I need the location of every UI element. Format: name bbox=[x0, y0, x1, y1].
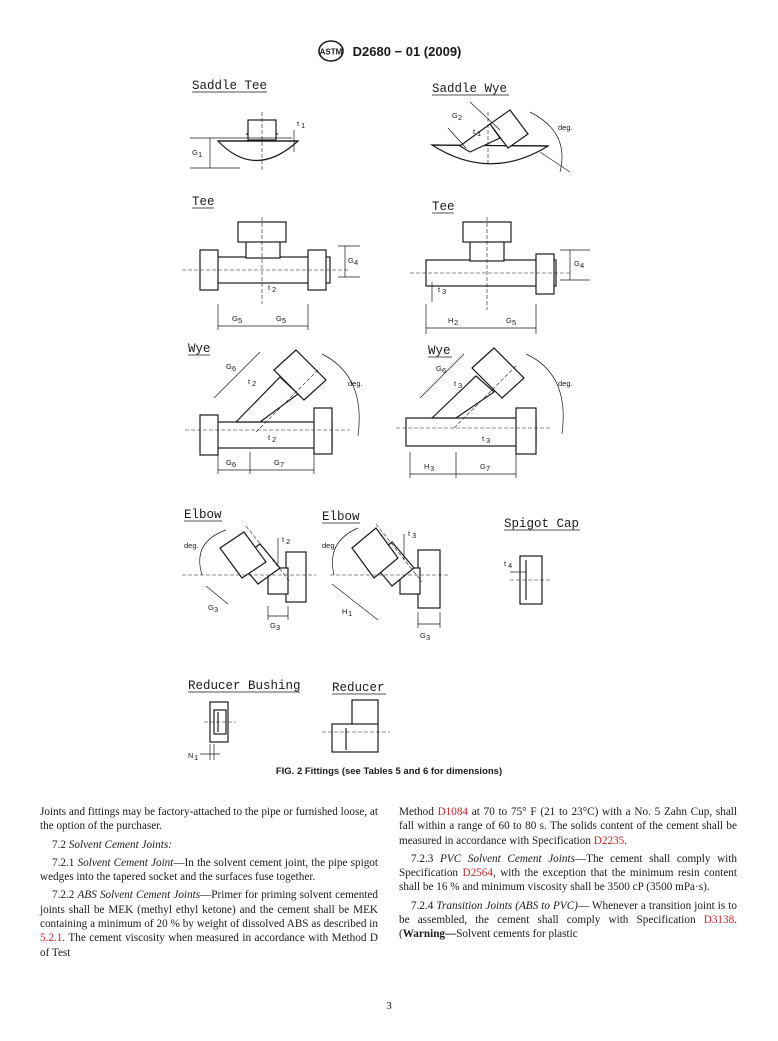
label-deg-wye-left: deg. bbox=[348, 379, 363, 388]
svg-text:1: 1 bbox=[198, 150, 203, 159]
reducer-drawing bbox=[322, 681, 390, 752]
label-g3-elbow-right: G bbox=[420, 631, 426, 640]
figure-caption: FIG. 2 Fittings (see Tables 5 and 6 for dimensions) bbox=[275, 766, 503, 777]
saddle-tee-title: Saddle Tee bbox=[192, 79, 268, 93]
wye-right-drawing bbox=[396, 344, 573, 478]
tee-right-drawing bbox=[410, 200, 590, 334]
label-t4: t bbox=[504, 559, 507, 568]
svg-text:2: 2 bbox=[286, 537, 291, 546]
label-g6-left: G bbox=[226, 362, 232, 371]
label-g7-left: G bbox=[274, 458, 280, 467]
svg-text:3: 3 bbox=[426, 633, 431, 642]
paragraph-7-2-2: 7.2.2 ABS Solvent Cement Joints—Primer for priming solvent cemented joints shall be MEK (methyl ethyl ketone) and the cement shall be MEK containing a minimum of 20 % by weight of dissolved ABS as described in 5.2.1. The cement viscosity when measured in accordance with Method D of Test bbox=[40, 889, 378, 959]
tee-left-title: Tee bbox=[192, 195, 215, 209]
svg-text:ASTM: ASTM bbox=[319, 47, 342, 57]
label-t3-tee: t bbox=[438, 285, 441, 294]
label-t1: t bbox=[297, 119, 300, 128]
label-g5-left-b: G bbox=[276, 314, 282, 323]
link-d1084[interactable]: D1084 bbox=[437, 806, 469, 818]
svg-text:4: 4 bbox=[580, 261, 585, 270]
svg-text:7: 7 bbox=[280, 460, 285, 469]
elbow-right-title: Elbow bbox=[322, 510, 360, 524]
label-g4-right: G bbox=[574, 259, 580, 268]
saddle-tee-drawing bbox=[190, 79, 305, 172]
label-h3: H bbox=[424, 462, 430, 471]
paragraph-7-2-3: 7.2.3 PVC Solvent Cement Joints—The cement shall comply with Specification D2564, with the exception that the minimum resin content shall be 16 % and minimum viscosity shall be 3500 cP (3500 mPa·s). bbox=[399, 852, 737, 894]
svg-text:6: 6 bbox=[232, 364, 237, 373]
paragraph-method-d1084: Method D1084 at 70 to 75° F (21 to 23°C) with a No. 5 Zahn Cup, shall fall within a range of 60 to 80 s. The solids content of the cement shall be measured in accordance with Specification D2235. bbox=[399, 806, 737, 847]
svg-text:2: 2 bbox=[272, 435, 277, 444]
link-d2564[interactable]: D2564 bbox=[462, 867, 493, 880]
label-t3-wye-b: t bbox=[482, 434, 485, 443]
wye-left-title: Wye bbox=[188, 342, 211, 356]
label-g6-right: G bbox=[436, 364, 442, 373]
saddle-wye-title: Saddle Wye bbox=[432, 82, 508, 96]
tee-left-drawing bbox=[182, 195, 360, 330]
wye-left-drawing bbox=[185, 342, 363, 474]
label-g2: G bbox=[452, 111, 458, 120]
label-g6-left-b: G bbox=[226, 458, 232, 467]
svg-text:5: 5 bbox=[282, 316, 287, 325]
svg-text:3: 3 bbox=[430, 464, 435, 473]
svg-text:3: 3 bbox=[442, 287, 447, 296]
body-column-left bbox=[40, 805, 378, 964]
label-h1: H bbox=[342, 607, 348, 616]
label-deg-wye-right: deg. bbox=[558, 379, 573, 388]
label-h2: H bbox=[448, 316, 454, 325]
paragraph-joints: Joints and fittings may be factory-attached to the pipe or furnished loose, at the option of the purchaser. bbox=[40, 806, 378, 833]
svg-text:2: 2 bbox=[272, 285, 277, 294]
svg-text:1: 1 bbox=[301, 121, 306, 130]
paragraph-7-2-1: 7.2.1 Solvent Cement Joint—In the solvent cement joint, the pipe spigot wedges into the tapered socket and the surfaces fuse together. bbox=[40, 856, 378, 884]
page-header bbox=[0, 40, 778, 62]
reducer-title: Reducer bbox=[332, 681, 385, 695]
label-t2-tee: t bbox=[268, 283, 271, 292]
link-5-2-1[interactable]: 5.2.1 bbox=[40, 932, 63, 945]
svg-text:1: 1 bbox=[477, 129, 482, 138]
elbow-left-title: Elbow bbox=[184, 508, 222, 522]
elbow-left-drawing bbox=[182, 508, 316, 632]
astm-logo-icon bbox=[317, 40, 345, 62]
svg-text:3: 3 bbox=[412, 531, 417, 540]
label-g4-left: G bbox=[348, 256, 354, 265]
label-t2-elbow: t bbox=[282, 535, 285, 544]
svg-text:3: 3 bbox=[214, 605, 219, 614]
svg-text:5: 5 bbox=[512, 318, 517, 327]
label-t2-wye-b: t bbox=[268, 433, 271, 442]
figure-fittings bbox=[170, 72, 610, 762]
svg-text:6: 6 bbox=[232, 460, 237, 469]
label-t1-wye: t bbox=[473, 127, 476, 136]
label-g5-left-a: G bbox=[232, 314, 238, 323]
label-t2-wye-a: t bbox=[248, 377, 251, 386]
body-column-right bbox=[399, 805, 737, 946]
spigot-cap-title: Spigot Cap bbox=[504, 517, 580, 531]
svg-text:2: 2 bbox=[458, 113, 463, 122]
label-deg-elbow-right: deg. bbox=[322, 541, 337, 550]
label-deg-saddle-wye: deg. bbox=[558, 123, 573, 132]
link-d2235[interactable]: D2235 bbox=[593, 834, 625, 847]
link-d3138[interactable]: D3138 bbox=[703, 914, 735, 927]
svg-text:2: 2 bbox=[252, 379, 257, 388]
label-g5-right: G bbox=[506, 316, 512, 325]
label-g1: G bbox=[192, 148, 198, 157]
label-deg-elbow-left: deg. bbox=[184, 541, 199, 550]
reducer-bushing-drawing bbox=[188, 679, 301, 762]
svg-text:4: 4 bbox=[508, 561, 513, 570]
label-t3-wye-a: t bbox=[454, 379, 457, 388]
svg-text:7: 7 bbox=[486, 464, 491, 473]
label-g3-elbow-left-a: G bbox=[208, 603, 214, 612]
label-n1: N bbox=[188, 751, 194, 760]
saddle-wye-drawing bbox=[432, 82, 573, 172]
wye-right-title: Wye bbox=[428, 344, 451, 358]
document-id: D2680 − 01 (2009) bbox=[352, 43, 462, 59]
label-t3-elbow: t bbox=[408, 529, 411, 538]
svg-text:3: 3 bbox=[486, 436, 491, 445]
svg-text:6: 6 bbox=[442, 366, 447, 375]
svg-text:5: 5 bbox=[238, 316, 243, 325]
label-g3-elbow-left-b: G bbox=[270, 621, 276, 630]
page-number: 3 bbox=[386, 1000, 392, 1012]
label-g7-right: G bbox=[480, 462, 486, 471]
svg-text:1: 1 bbox=[194, 753, 199, 762]
svg-text:4: 4 bbox=[354, 258, 359, 267]
svg-text:3: 3 bbox=[276, 623, 281, 632]
svg-text:3: 3 bbox=[458, 381, 463, 390]
paragraph-7-2-4: 7.2.4 Transition Joints (ABS to PVC)— Whenever a transition joint is to be assembled, the cement shall comply with Specification D3138. (Warning—Solvent cements for plastic bbox=[399, 899, 738, 941]
tee-right-title: Tee bbox=[432, 200, 455, 214]
svg-text:2: 2 bbox=[454, 318, 459, 327]
section-7-2-heading: 7.2 Solvent Cement Joints: bbox=[52, 838, 172, 851]
spigot-cap-drawing bbox=[504, 517, 580, 604]
elbow-right-drawing bbox=[322, 510, 450, 642]
reducer-bushing-title: Reducer Bushing bbox=[188, 679, 301, 693]
svg-text:1: 1 bbox=[348, 609, 353, 618]
